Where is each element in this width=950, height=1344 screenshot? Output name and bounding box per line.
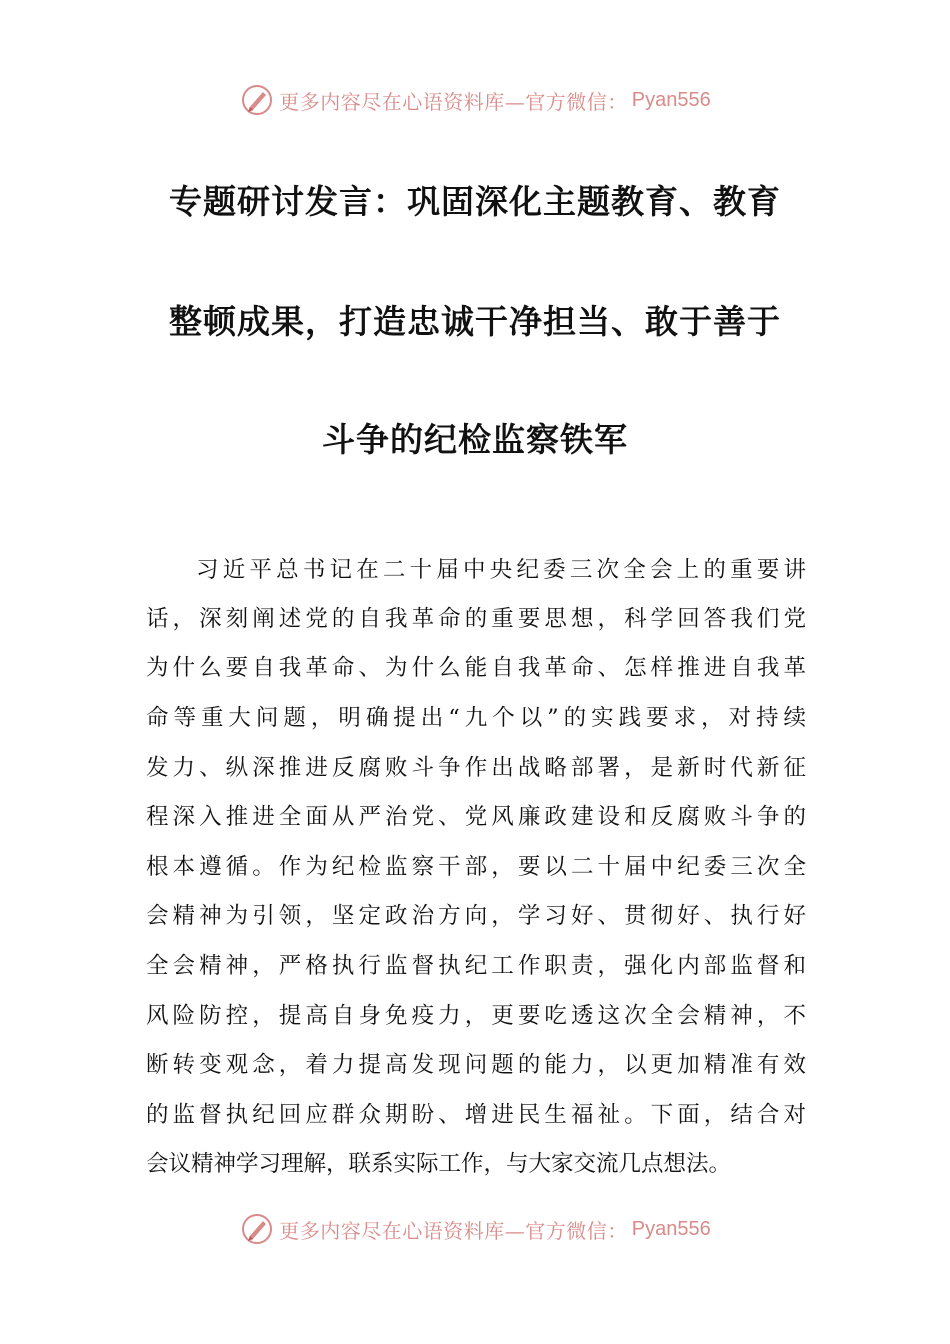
paragraph-line: 命等重大问题，明确提出“九个以”的实践要求，对持续 [146, 705, 806, 731]
paragraph-line: 会精神为引领，坚定政治方向，学习好、贯彻好、执行好 [146, 903, 806, 929]
paragraph-line: 的监督执纪回应群众期盼、增进民生福祉。下面，结合对 [146, 1102, 806, 1128]
paragraph-line: 会议精神学习理解，联系实际工作，与大家交流几点想法。 [146, 1151, 732, 1177]
paragraph-line: 风险防控，提高自身免疫力，更要吃透这次全会精神，不 [146, 1003, 806, 1029]
watermark-header [0, 80, 950, 120]
watermark-text: 更多内容尽在心语资料库—官方微信： [279, 1218, 628, 1243]
paragraph-line: 习近平总书记在二十届中央纪委三次全会上的重要讲 [196, 557, 806, 583]
pen-logo-icon [239, 82, 275, 118]
paragraph-line: 程深入推进全面从严治党、党风廉政建设和反腐败斗争的 [146, 804, 806, 830]
paragraph-line: 为什么要自我革命、为什么能自我革命、怎样推进自我革 [146, 655, 806, 681]
paragraph-line: 发力、纵深推进反腐败斗争作出战略部署，是新时代新征 [146, 755, 806, 781]
paragraph-line: 全会精神，严格执行监督执纪工作职责，强化内部监督和 [146, 953, 806, 979]
paragraph-line: 断转变观念，着力提高发现问题的能力，以更加精准有效 [146, 1052, 806, 1078]
watermark-wechat-id: Pyan556 [631, 1217, 711, 1240]
page-title-line-3: 斗争的纪检监察铁军 [322, 420, 628, 459]
page-title-line-1: 专题研讨发言：巩固深化主题教育、教育 [169, 182, 781, 221]
paragraph-line: 根本遵循。作为纪检监察干部，要以二十届中纪委三次全 [146, 854, 806, 880]
watermark-footer [0, 1209, 950, 1249]
watermark-wechat-id: Pyan556 [631, 88, 711, 111]
pen-logo-icon [239, 1211, 275, 1247]
watermark-text: 更多内容尽在心语资料库—官方微信： [279, 89, 628, 114]
page-title-line-2: 整顿成果，打造忠诚干净担当、敢于善于 [169, 302, 781, 341]
paragraph-line: 话，深刻阐述党的自我革命的重要思想，科学回答我们党 [146, 606, 806, 632]
